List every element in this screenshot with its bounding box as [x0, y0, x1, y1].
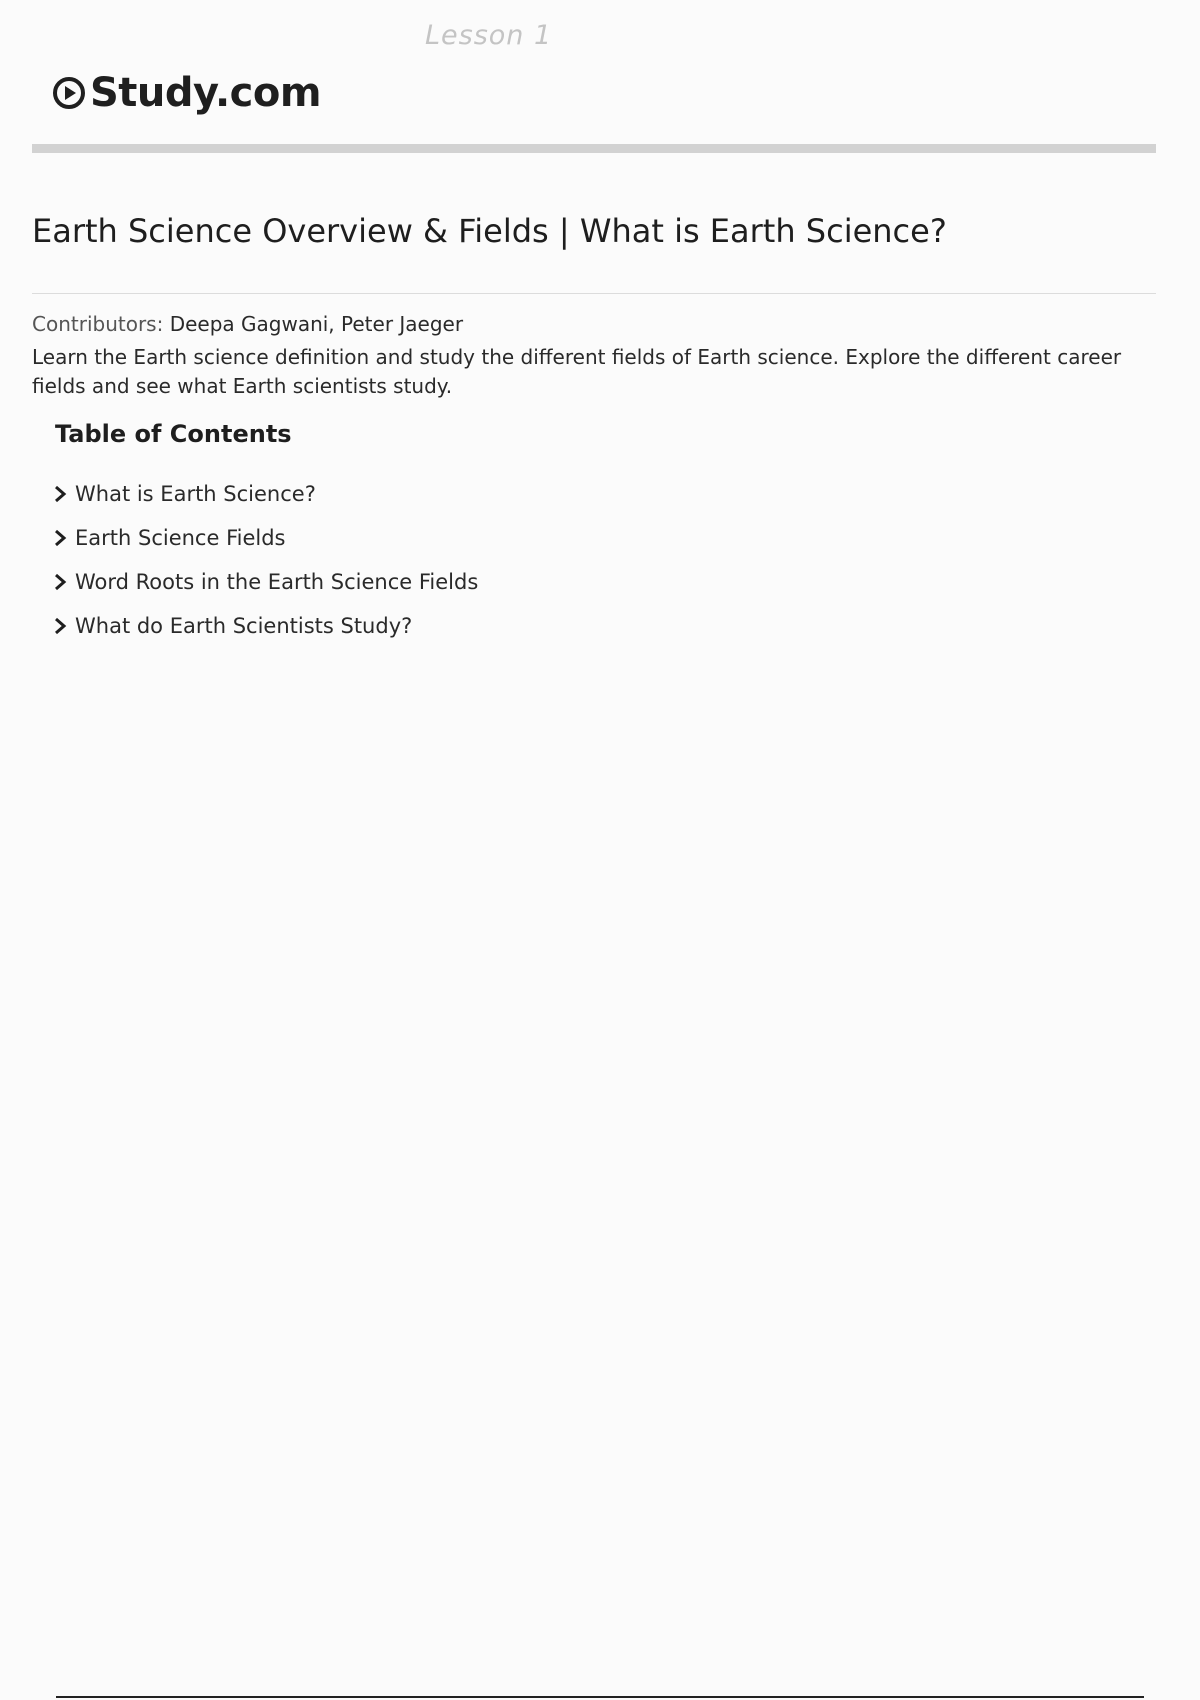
chevron-right-icon	[53, 617, 67, 635]
toc-item-label[interactable]: What do Earth Scientists Study?	[75, 614, 413, 638]
contributors-names: Deepa Gagwani, Peter Jaeger	[169, 312, 464, 336]
toc-item[interactable]	[53, 516, 478, 560]
toc-item[interactable]	[53, 560, 478, 604]
page-title: Earth Science Overview & Fields | What is Earth Science?	[32, 212, 947, 250]
toc-heading: Table of Contents	[55, 420, 292, 448]
header-divider	[32, 144, 1156, 153]
toc-item[interactable]	[53, 472, 478, 516]
site-logo[interactable]	[52, 70, 321, 116]
table-of-contents	[53, 472, 478, 648]
logo-text: Study.com	[90, 70, 322, 116]
chevron-right-icon	[53, 529, 67, 547]
chevron-right-icon	[53, 573, 67, 591]
article-summary: Learn the Earth science definition and study the different fields of Earth science. Explore the different career fields and see what Earth scientists study.	[32, 345, 1122, 398]
handwritten-note: Lesson 1	[425, 20, 553, 51]
footer-divider	[56, 1696, 1144, 1698]
play-circle-icon	[52, 76, 86, 110]
toc-item-label[interactable]: What is Earth Science?	[75, 482, 316, 506]
toc-item-label[interactable]: Word Roots in the Earth Science Fields	[75, 570, 479, 594]
contributors-line	[32, 312, 463, 336]
title-divider	[32, 293, 1156, 294]
contributors-label: Contributors:	[32, 312, 164, 336]
chevron-right-icon	[53, 485, 67, 503]
toc-item-label[interactable]: Earth Science Fields	[75, 526, 286, 550]
toc-item[interactable]	[53, 604, 478, 648]
